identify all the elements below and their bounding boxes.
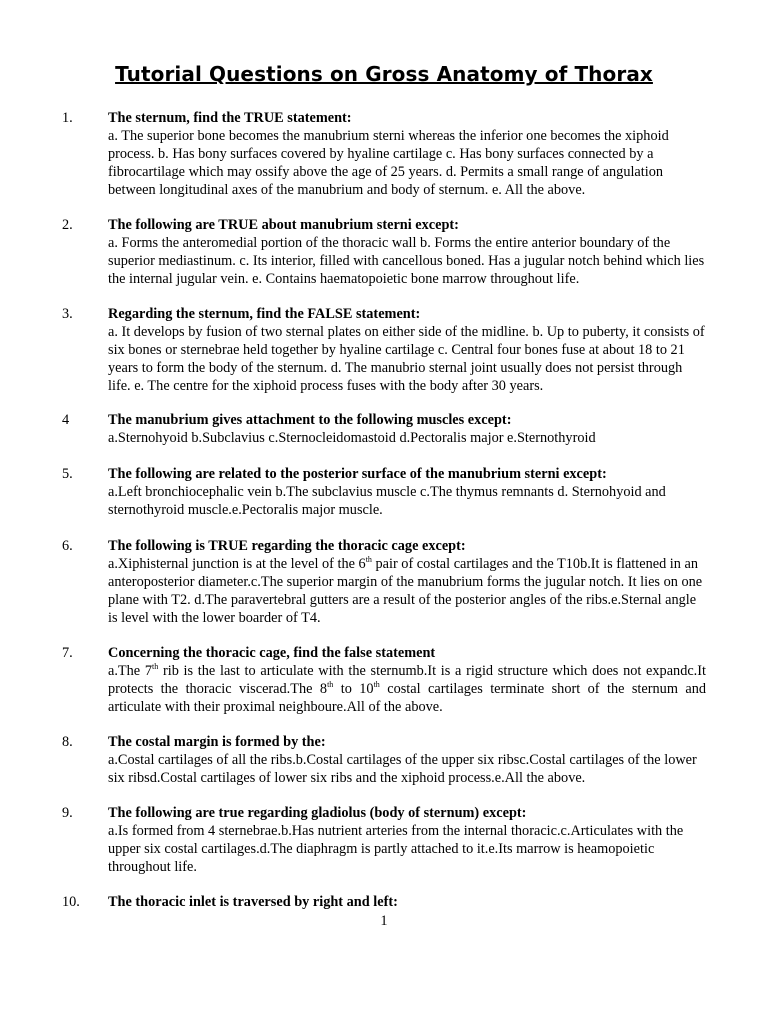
question-number: 7. [62,645,73,661]
question-text: The following is TRUE regarding the thoracic cage except: [108,538,466,554]
question-options: a.Is formed from 4 sternebrae.b.Has nutrient arteries from the internal thoracic.c.Articulates with the upper six costal cartilages.d.The diaphragm is partly attached to it.e.Its marrow is heamopoietic throughout life. [108,823,684,875]
question-number: 3. [62,306,73,322]
options-text: a.Xiphisternal junction is at the level of the 6 [108,556,366,572]
question-options: a. It develops by fusion of two sternal plates on either side of the midline. b. Up to puberty, it consists of six bones or sternebrae held together by hyaline cartilage c. Central four bones fuse at about 18 to 21 years to form the body of the sternum. d. The manubrio sternal joint usually does not persist through life. e. The centre for the xiphoid process fuses with the body after 30 years. [108,324,705,394]
question-text: The following are TRUE about manubrium sterni except: [108,217,459,233]
ordinal-superscript: th [327,680,334,689]
question-text: The following are related to the posterior surface of the manubrium sterni except: [108,466,607,482]
question-text: The thoracic inlet is traversed by right and left: [108,894,398,910]
question-options: a.Costal cartilages of all the ribs.b.Costal cartilages of the upper six ribsc.Costal cartilages of the lower six ribsd.Costal cartilages of lower six ribs and the xiphoid process.e.All the above. [108,752,697,786]
page-number: 1 [380,913,388,929]
question-number: 6. [62,538,73,554]
question-text: Regarding the sternum, find the FALSE statement: [108,306,421,322]
ordinal-superscript: th [152,662,159,671]
question-options: a.Left bronchiocephalic vein b.The subclavius muscle c.The thymus remnants d. Sternohyoid and sternothyroid muscle.e.Pectoralis major muscle. [108,484,666,518]
question-text: The costal margin is formed by the: [108,734,326,750]
options-text: pair of costal cartilages and the T10b.It is flattened in an anteroposterior diameter.c.The superior margin of the manubrium forms the jugular notch. It lies on one plane with T2. d.The paravertebral gutters are a result of the posterior angles of the ribs.e.Sternal angle is level with the lower boarder of T4. [108,556,703,626]
question-options [108,662,706,716]
options-text: rib is the last to articulate with the sternumb.It is a rigid structure which does not expandc.It protects the thoracic viscerad.The 8 [108,663,706,697]
question-number: 4 [62,412,70,428]
question-text: The manubrium gives attachment to the following muscles except: [108,412,512,428]
options-text: costal cartilages terminate short of the sternum and articulate with their proximal neighboure.All of the above. [108,681,707,715]
question-text: The following are true regarding gladiolus (body of sternum) except: [108,805,527,821]
question-text: Concerning the thoracic cage, find the false statement [108,645,436,661]
question-options: a. The superior bone becomes the manubrium sterni whereas the inferior one becomes the xiphoid process. b. Has bony surfaces covered by hyaline cartilage c. Has bony surfaces connected by a fibrocartilage which may ossify above the age of 25 years. d. Permits a small range of angulation between longitudinal axes of the manubrium and body of sternum. e. All the above. [108,128,669,198]
options-text: a.The 7 [108,663,153,679]
ordinal-superscript: th [365,555,372,564]
question-number: 8. [62,734,73,750]
question-options: a. Forms the anteromedial portion of the thoracic wall b. Forms the entire anterior boundary of the superior mediastinum. c. Its interior, filled with cancellous boned. Has a jugular notch behind which lies the internal jugular vein. e. Contains haematopoietic bone marrow throughout life. [108,235,705,287]
question-number: 10. [62,894,80,910]
question-text: The sternum, find the TRUE statement: [108,110,352,126]
question-options [108,555,706,627]
question-number: 9. [62,805,73,821]
options-text: to 10 [333,681,374,697]
question-number: 5. [62,466,73,482]
question-number: 1. [62,110,73,126]
ordinal-superscript: th [373,680,380,689]
page-title: Tutorial Questions on Gross Anatomy of Thorax [115,62,653,86]
question-number: 2. [62,217,73,233]
question-options: a.Sternohyoid b.Subclavius c.Sternocleidomastoid d.Pectoralis major e.Sternothyroid [108,430,596,446]
